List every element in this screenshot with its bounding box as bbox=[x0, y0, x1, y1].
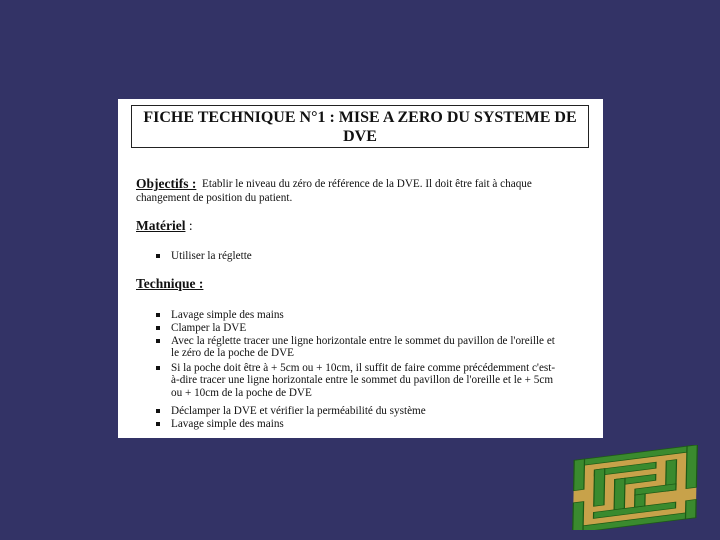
technique-item-line: Déclamper la DVE et vérifier la perméabilité du système bbox=[171, 405, 426, 417]
technique-item bbox=[171, 335, 555, 360]
bullet-icon bbox=[156, 409, 160, 413]
bullet-icon bbox=[156, 422, 160, 426]
technique-heading: Technique : bbox=[136, 276, 204, 291]
technique-item-line: à-dire tracer une ligne horizontale entre le sommet du pavillon de l'oreille et le + 5cm bbox=[171, 374, 554, 387]
technique-item bbox=[171, 418, 284, 430]
bullet-icon bbox=[156, 326, 160, 330]
materiel-heading: Matériel bbox=[136, 218, 186, 233]
technique-item bbox=[171, 322, 246, 334]
materiel-heading-wrap bbox=[136, 218, 193, 234]
technique-item-line: le zéro de la poche de DVE bbox=[171, 347, 295, 360]
technique-item bbox=[171, 309, 284, 321]
bullet-icon bbox=[156, 339, 160, 343]
bullet-icon bbox=[156, 254, 160, 258]
materiel-colon: : bbox=[185, 218, 193, 233]
technique-item-line: ou + 10cm de la poche de DVE bbox=[171, 386, 312, 399]
title-line-1: FICHE TECHNIQUE N°1 : MISE A ZERO DU SYSTEME DE bbox=[143, 109, 577, 126]
materiel-item bbox=[171, 250, 252, 262]
objectifs-text-line-2: changement de position du patient. bbox=[136, 192, 293, 204]
bullet-icon bbox=[156, 366, 160, 370]
title-box bbox=[131, 105, 589, 148]
technique-item-line: Lavage simple des mains bbox=[171, 418, 284, 430]
document-scan bbox=[118, 99, 603, 438]
technique-item bbox=[171, 362, 555, 399]
technique-item bbox=[171, 405, 426, 417]
technique-item-line: Si la poche doit être à + 5cm ou + 10cm, il suffit de faire comme précédemment c'est- bbox=[171, 362, 556, 374]
objectifs-text-line-1: Etablir le niveau du zéro de référence de la DVE. Il doit être fait à chaque bbox=[202, 178, 532, 190]
technique-item-line: Clamper la DVE bbox=[171, 322, 247, 334]
objectifs-heading: Objectifs : bbox=[136, 176, 197, 191]
materiel-item-text: Utiliser la réglette bbox=[171, 250, 252, 262]
title-line-2: DVE bbox=[343, 128, 377, 145]
technique-item-line: Lavage simple des mains bbox=[171, 309, 284, 321]
bullet-icon bbox=[156, 313, 160, 317]
technique-item-line: Avec la réglette tracer une ligne horizontale entre le sommet du pavillon de l'oreille et bbox=[171, 335, 555, 347]
maze-logo-icon bbox=[565, 445, 705, 530]
